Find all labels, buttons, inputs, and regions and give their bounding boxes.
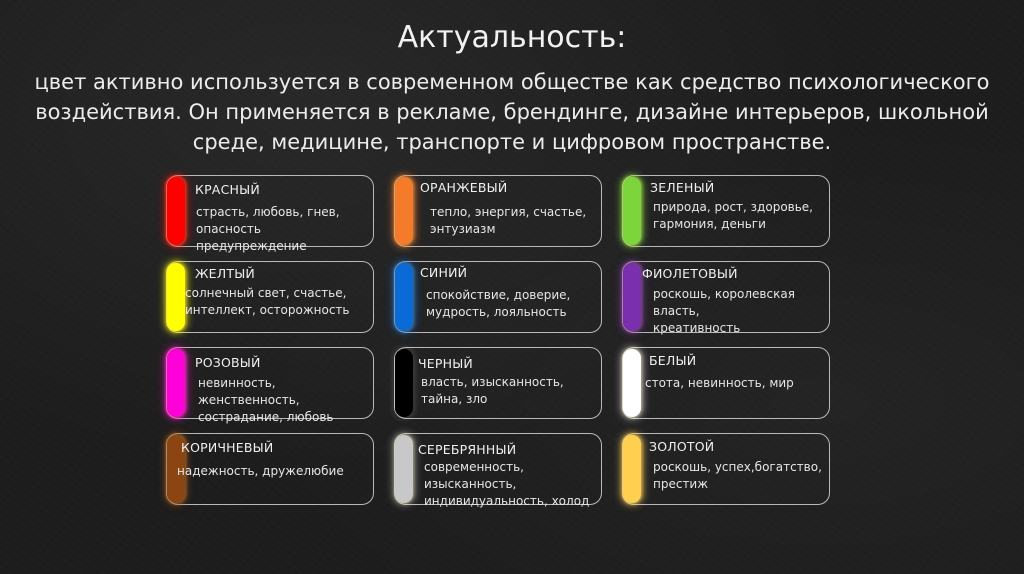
gold-swatch xyxy=(623,435,641,503)
color-name-blue: СИНИЙ xyxy=(420,265,468,280)
color-name-red: КРАСНЫЙ xyxy=(195,182,260,197)
violet-swatch xyxy=(623,263,641,331)
color-name-orange: ОРАНЖЕВЫЙ xyxy=(420,180,508,195)
color-name-gold: ЗОЛОТОЙ xyxy=(649,439,715,454)
color-name-green: ЗЕЛЕНЫЙ xyxy=(650,180,715,195)
color-desc-blue: спокойствие, доверие, мудрость, лояльность xyxy=(426,288,571,319)
color-desc-violet: роскошь, королевская власть, креативность xyxy=(653,287,795,335)
color-name-black: ЧЕРНЫЙ xyxy=(418,356,473,371)
slide-title: Актуальность: xyxy=(397,20,627,55)
blue-swatch xyxy=(395,263,413,331)
color-name-white: БЕЛЫЙ xyxy=(649,353,697,368)
color-name-silver: СЕРЕБРЯННЫЙ xyxy=(418,442,517,457)
color-desc-orange: тепло, энергия, счастье, энтузиазм xyxy=(430,205,587,236)
color-desc-yellow: солнечный свет, счастье, интеллект, осторожность xyxy=(185,286,350,317)
orange-swatch xyxy=(395,177,413,245)
yellow-swatch xyxy=(167,263,185,331)
silver-swatch xyxy=(395,435,413,503)
green-swatch xyxy=(623,177,641,245)
intro-paragraph: цвет активно используется в современном обществе как средство психологического воздействия. Он применяется в рекламе, брендинге, дизайне интерьеров, школьной среде, медицине, транспорте и цифровом пространстве. xyxy=(34,70,990,154)
red-swatch xyxy=(167,177,185,245)
color-name-brown: КОРИЧНЕВЫЙ xyxy=(181,440,274,455)
color-desc-gold: роскошь, успех,богатство, престиж xyxy=(653,460,822,491)
color-desc-white: стота, невинность, мир xyxy=(645,376,794,390)
black-swatch xyxy=(395,349,413,417)
color-name-violet: ФИОЛЕТОВЫЙ xyxy=(642,266,738,281)
color-name-yellow: ЖЕЛТЫЙ xyxy=(195,266,255,281)
color-desc-silver: современность, изысканность, индивидуальность, холод xyxy=(424,460,590,508)
color-name-pink: РОЗОВЫЙ xyxy=(195,355,261,370)
pink-swatch xyxy=(167,349,185,417)
color-desc-green: природа, рост, здоровье, гармония, деньги xyxy=(653,200,813,231)
color-desc-red: страсть, любовь, гнев, опасность предупреждение xyxy=(196,205,340,253)
color-desc-brown: надежность, дружелюбие xyxy=(177,464,344,478)
color-desc-pink: невинность, женственность, сострадание, любовь xyxy=(198,376,334,424)
color-desc-black: власть, изысканность, тайна, зло xyxy=(421,375,564,406)
white-swatch xyxy=(623,349,641,417)
